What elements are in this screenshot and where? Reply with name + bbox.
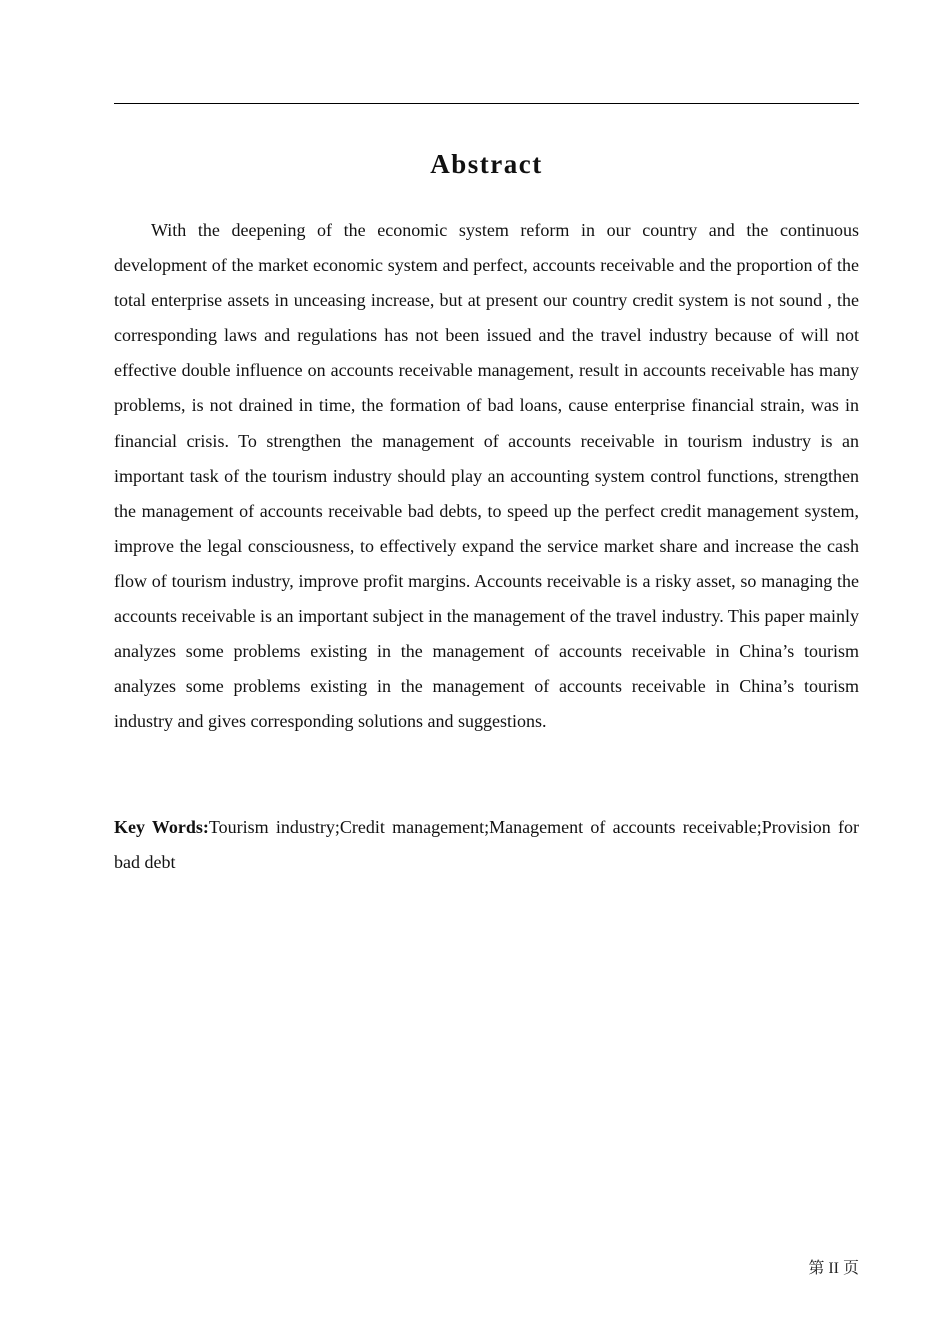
keywords-label: Key Words:: [114, 817, 209, 837]
page-title: Abstract: [430, 149, 543, 179]
header-rule: [114, 103, 859, 104]
abstract-paragraph: With the deepening of the economic system reform in our country and the continuous development of the market economic system and perfect, accounts receivable and the proportion of the total enterprise assets in unceasing increase, but at present our country credit system is not sound , the corresponding laws and regulations has not been issued and the travel industry because of will not effective double influence on accounts receivable management, result in accounts receivable has many problems, is not drained in time, the formation of bad loans, cause enterprise financial strain, was in financial crisis. To strengthen the management of accounts receivable in tourism industry is an important task of the tourism industry should play an accounting system control functions, strengthen the management of accounts receivable bad debts, to speed up the perfect credit management system, improve the legal consciousness, to effectively expand the service market share and increase the cash flow of tourism industry, improve profit margins. Accounts receivable is a risky asset, so managing the accounts receivable is an important subject in the management of the travel industry. This paper mainly analyzes some problems existing in the management of accounts receivable in China’s tourism analyzes some problems existing in the management of accounts receivable in China’s tourism industry and gives corresponding solutions and suggestions.: [114, 220, 859, 732]
keywords-text: Tourism industry;Credit management;Management of accounts receivable;Provision for bad debt: [114, 817, 859, 872]
page-number: 第 II 页: [808, 1260, 859, 1277]
keywords-paragraph: [114, 810, 859, 880]
